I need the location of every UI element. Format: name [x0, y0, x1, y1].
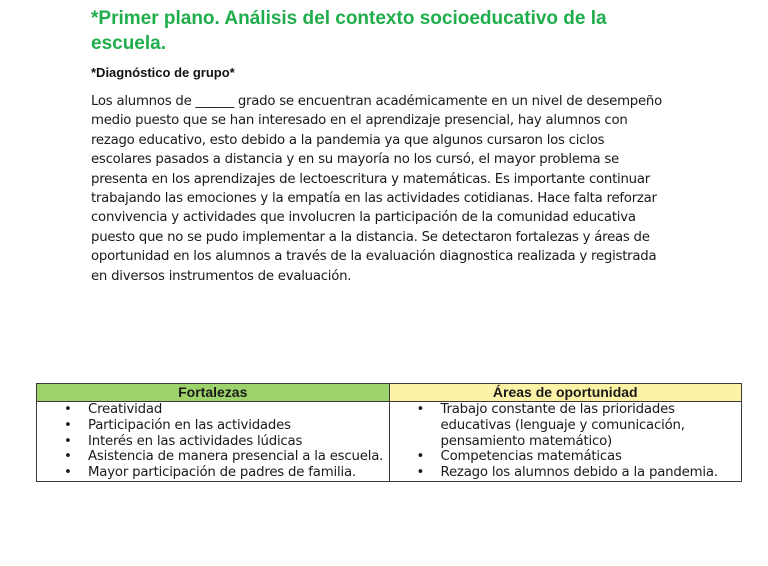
list-item: • Interés en las actividades lúdicas	[88, 434, 385, 450]
areas-list	[390, 402, 738, 481]
list-item: • Creatividad	[88, 402, 385, 418]
list-item: • Mayor participación de padres de familia.	[88, 465, 385, 481]
areas-oportunidad-header: Áreas de oportunidad	[389, 384, 742, 402]
table-row	[37, 402, 742, 482]
list-item: • Rezago los alumnos debido a la pandemia.	[441, 465, 738, 481]
areas-cell	[389, 402, 742, 482]
list-item: • Competencias matemáticas	[441, 449, 738, 465]
fortalezas-cell	[37, 402, 390, 482]
section-subtitle: *Diagnóstico de grupo*	[91, 65, 235, 80]
document-title: *Primer plano. Análisis del contexto socioeducativo de la escuela.	[91, 8, 607, 54]
list-item: • Participación en las actividades	[88, 418, 385, 434]
fortalezas-header: Fortalezas	[37, 384, 390, 402]
list-item: • Asistencia de manera presencial a la escuela.	[88, 449, 385, 465]
diagnosis-paragraph: Los alumnos de ______ grado se encuentran académicamente en un nivel de desempeño medio puesto que se han interesado en el aprendizaje presencial, hay alumnos con rezago educativo, esto debido a la pandemia ya que algunos cursaron los ciclos escolares pasados a distancia y en su mayoría no los cursó, el mayor problema se presenta en los aprendizajes de lectoescritura y matemáticas. Es importante continuar trabajando las emociones y la empatía en las actividades cotidianas. Hace falta reforzar convivencia y actividades que involucren la participación de la comunidad educativa puesto que no se pudo implementar a la distancia. Se detectaron fortalezas y áreas de oportunidad en los alumnos a través de la evaluación diagnostica realizada y registrada en diversos instrumentos de evaluación.	[91, 94, 662, 284]
fortalezas-list	[37, 402, 385, 481]
fortalezas-areas-table	[36, 383, 742, 482]
list-item: • Trabajo constante de las prioridades educativas (lenguaje y comunicación, pensamiento matemático)	[441, 402, 738, 449]
table-header-row	[37, 384, 742, 402]
